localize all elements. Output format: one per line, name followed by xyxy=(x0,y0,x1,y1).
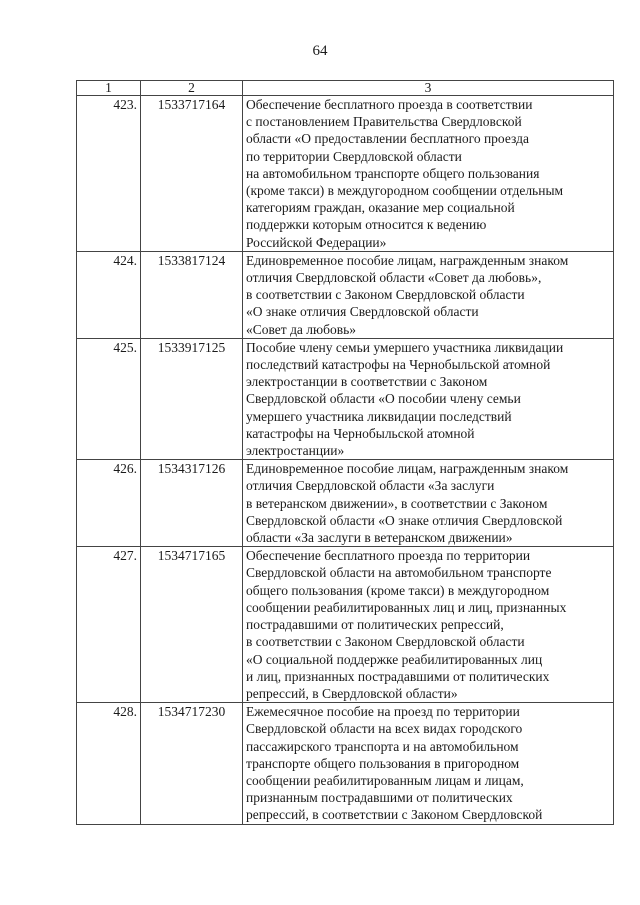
row-code: 1534717165 xyxy=(141,547,243,703)
row-number: 424. xyxy=(77,251,141,338)
table-row xyxy=(77,251,614,338)
row-number: 427. xyxy=(77,547,141,703)
row-number: 428. xyxy=(77,703,141,824)
row-number: 426. xyxy=(77,460,141,547)
row-code: 1533917125 xyxy=(141,338,243,459)
column-header-3: 3 xyxy=(243,81,614,96)
table-row xyxy=(77,460,614,547)
table-row xyxy=(77,547,614,703)
row-description: Пособие члену семьи умершего участника ликвидации последствий катастрофы на Чернобыльской атомной электростанции в соответствии с Законом Свердловской области «О пособии члену семьи умершего участника ликвидации последствий катастрофы на Чернобыльской атомной электростанции» xyxy=(243,338,614,459)
row-code: 1534717230 xyxy=(141,703,243,824)
row-description: Ежемесячное пособие на проезд по территории Свердловской области на всех видах городского пассажирского транспорта и на автомобильном транспорте общего пользования в пригородном сообщении реабилитированным лицам и лицам, признанным пострадавшими от политических репрессий, в соответствии с Законом Свердловской xyxy=(243,703,614,824)
column-header-1: 1 xyxy=(77,81,141,96)
row-number: 423. xyxy=(77,96,141,252)
table-row xyxy=(77,703,614,824)
row-description: Единовременное пособие лицам, награжденным знаком отличия Свердловской области «За заслуги в ветеранском движении», в соответствии с Законом Свердловской области «О знаке отличия Свердловской области «За заслуги в ветеранском движении» xyxy=(243,460,614,547)
row-number: 425. xyxy=(77,338,141,459)
column-header-2: 2 xyxy=(141,81,243,96)
row-code: 1533717164 xyxy=(141,96,243,252)
table-row xyxy=(77,338,614,459)
table-row xyxy=(77,96,614,252)
page-number: 64 xyxy=(312,43,328,59)
document-table xyxy=(76,80,614,825)
row-code: 1534317126 xyxy=(141,460,243,547)
row-description: Единовременное пособие лицам, награжденным знаком отличия Свердловской области «Совет да любовь», в соответствии с Законом Свердловской области «О знаке отличия Свердловской области «Совет да любовь» xyxy=(243,251,614,338)
row-description: Обеспечение бесплатного проезда по территории Свердловской области на автомобильном транспорте общего пользования (кроме такси) в междугородном сообщении реабилитированных лиц и лиц, признанных пострадавшими от политических репрессий, в соответствии с Законом Свердловской области «О социальной поддержке реабилитированных лиц и лиц, признанных пострадавшими от политических репрессий, в Свердловской области» xyxy=(243,547,614,703)
table-header-row xyxy=(77,81,614,96)
row-code: 1533817124 xyxy=(141,251,243,338)
row-description: Обеспечение бесплатного проезда в соответствии с постановлением Правительства Свердловской области «О предоставлении бесплатного проезда по территории Свердловской области на автомобильном транспорте общего пользования (кроме такси) в междугородном сообщении отдельным категориям граждан, оказание мер социальной поддержки которым относится к ведению Российской Федерации» xyxy=(243,96,614,252)
